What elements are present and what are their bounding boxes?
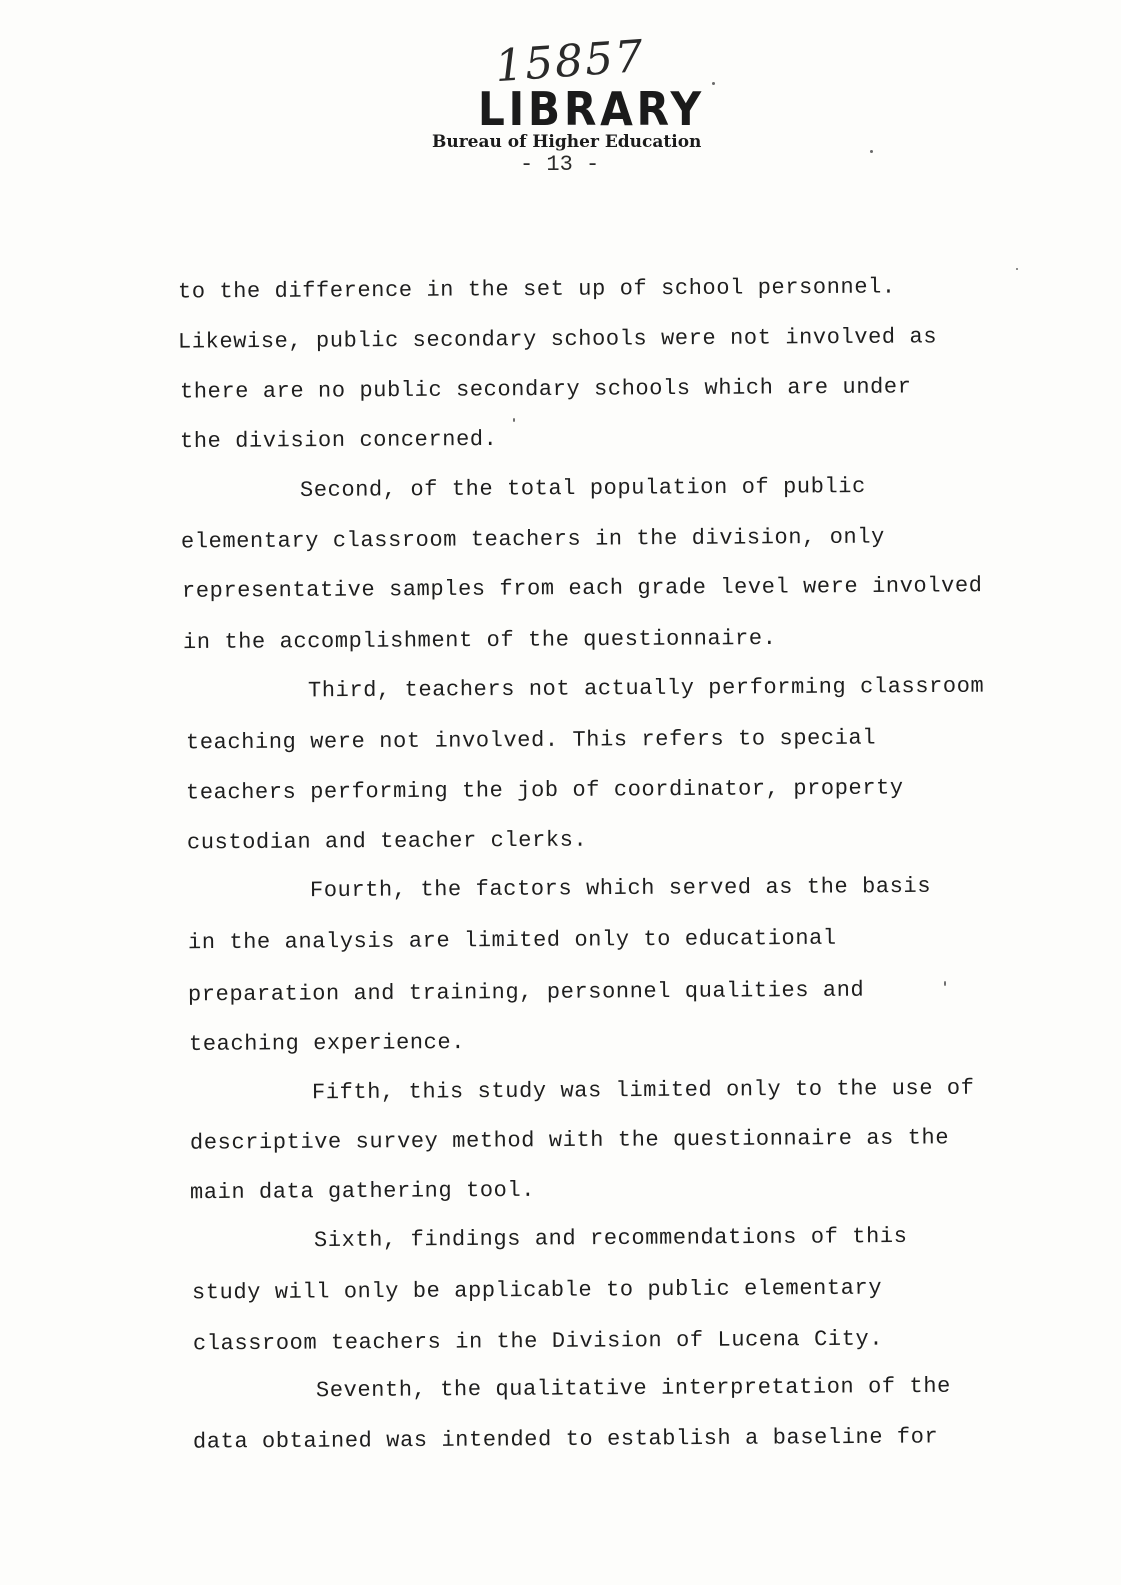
body-text-line: the division concerned. <box>179 426 498 455</box>
body-text-line: Likewise, public secondary schools were not involved as <box>177 324 938 355</box>
page-number: - 13 - <box>520 152 600 177</box>
body-text-line: Fifth, this study was limited only to the use of <box>311 1075 975 1106</box>
body-text-line: Second, of the total population of public <box>299 474 866 503</box>
body-text-line: elementary classroom teachers in the division, only <box>180 524 885 555</box>
body-text-line: in the analysis are limited only to educational <box>187 925 837 956</box>
body-text-line: data obtained was intended to establish a baseline for <box>192 1424 939 1455</box>
body-text-line: Fourth, the factors which served as the basis <box>309 873 932 904</box>
body-text-line: in the accomplishment of the questionnaire. <box>182 625 777 656</box>
scan-speck <box>712 82 715 85</box>
body-text-line: preparation and training, personnel qualities and <box>187 977 865 1008</box>
scan-speck <box>944 981 946 986</box>
body-text-line: classroom teachers in the Division of Lucena City. <box>192 1326 884 1357</box>
scan-speck <box>870 150 873 153</box>
body-text-line: teaching were not involved. This refers to special <box>185 725 877 756</box>
library-stamp-subtitle: Bureau of Higher Education <box>432 132 702 152</box>
body-text-line: representative samples from each grade level were involved <box>181 573 983 604</box>
body-text-line: to the difference in the set up of school personnel. <box>177 274 896 305</box>
body-text-line: descriptive survey method with the questionnaire as the <box>189 1125 950 1156</box>
library-stamp-title: LIBRARY <box>477 82 705 136</box>
body-text-line: Third, teachers not actually performing classroom <box>307 673 985 704</box>
body-text-line: teachers performing the job of coordinator, property <box>185 775 904 806</box>
body-text-line: custodian and teacher clerks. <box>186 827 588 856</box>
body-text-line: teaching experience. <box>188 1030 466 1057</box>
body-text-line: main data gathering tool. <box>189 1177 536 1206</box>
scan-speck <box>1016 268 1018 270</box>
body-text-line: Seventh, the qualitative interpretation of the <box>315 1373 951 1404</box>
body-text-line: Sixth, findings and recommendations of this <box>313 1223 908 1254</box>
handwritten-accession-number: 15857 <box>493 30 647 93</box>
body-text-line: study will only be applicable to public elementary <box>191 1275 883 1306</box>
body-text-line: there are no public secondary schools which are under <box>179 374 912 405</box>
scan-speck <box>513 418 515 422</box>
